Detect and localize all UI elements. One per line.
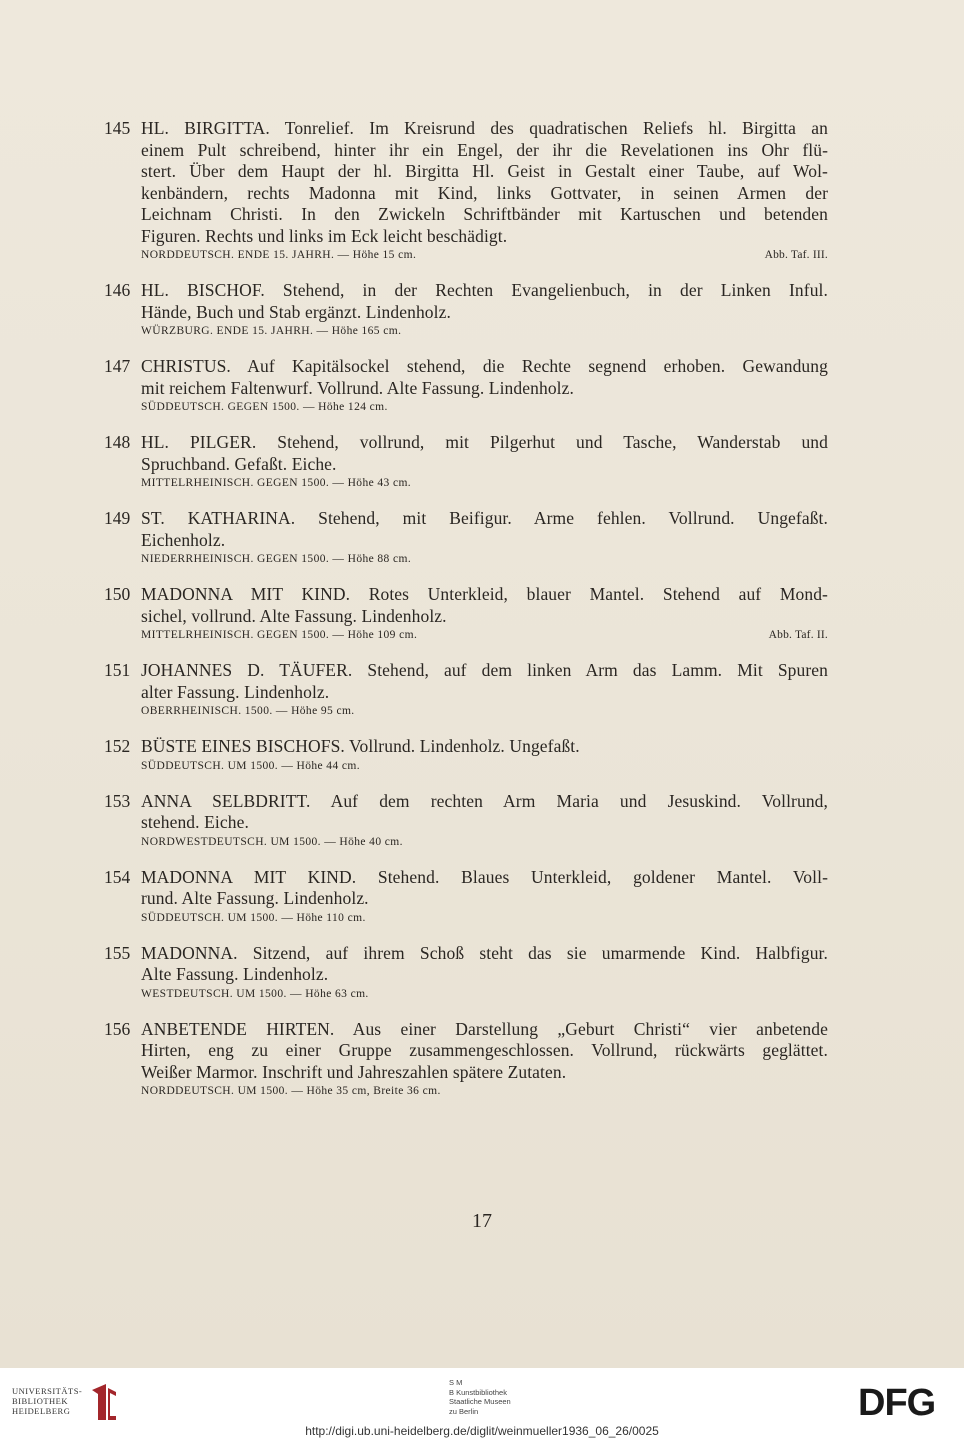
provenance-text: SÜDDEUTSCH. GEGEN 1500. — Höhe 124 cm.	[141, 401, 388, 413]
entry-number: 149	[104, 508, 131, 528]
provenance-text: NIEDERRHEINISCH. GEGEN 1500. — Höhe 88 cm.	[141, 553, 412, 565]
provenance-text: OBERRHEINISCH. 1500. — Höhe 95 cm.	[141, 705, 355, 717]
description-line: HL. PILGER. Stehend, vollrund, mit Pilgerhut und Tasche, Wanderstab und	[141, 432, 828, 452]
smb-label-line: S M	[449, 1378, 463, 1387]
entry-number: 152	[104, 736, 131, 756]
entry-provenance	[141, 627, 828, 644]
provenance-text: MITTELRHEINISCH. GEGEN 1500. — Höhe 109 cm.	[141, 629, 418, 641]
description-line: HL. BISCHOF. Stehend, in der Rechten Evangelienbuch, in der Linken Inful.	[141, 280, 828, 300]
description-line: MADONNA MIT KIND. Rotes Unterkleid, blauer Mantel. Stehend auf Mond-	[141, 584, 828, 604]
entry-provenance	[141, 247, 828, 264]
description-line: rund. Alte Fassung. Lindenholz.	[141, 888, 369, 908]
entry-description	[141, 584, 828, 627]
entry-provenance	[141, 1083, 828, 1100]
university-label-line: UNIVERSITÄTS-	[12, 1386, 83, 1396]
description-line: mit reichem Faltenwurf. Vollrund. Alte Fassung. Lindenholz.	[141, 377, 574, 398]
catalog-entry	[104, 584, 828, 644]
description-line: MADONNA MIT KIND. Stehend. Blaues Unterkleid, goldener Mantel. Voll-	[141, 866, 828, 887]
entry-provenance	[141, 834, 828, 851]
catalog-entry	[104, 1019, 828, 1101]
catalog-entry	[104, 508, 828, 568]
entry-number: 156	[104, 1018, 131, 1039]
viewer-footer	[0, 1368, 964, 1441]
entry-provenance	[141, 475, 828, 492]
catalog-entry	[104, 867, 828, 927]
entry-provenance	[141, 986, 828, 1003]
permalink-url[interactable]: http://digi.ub.uni-heidelberg.de/diglit/weinmueller1936_06_26/0025	[305, 1424, 659, 1438]
description-line: MADONNA. Sitzend, auf ihrem Schoß steht das sie umarmende Kind. Halbfigur.	[141, 942, 828, 963]
provenance-text: MITTELRHEINISCH. GEGEN 1500. — Höhe 43 cm.	[141, 477, 412, 489]
description-line: Alte Fassung. Lindenholz.	[141, 964, 329, 984]
entry-description	[141, 280, 828, 323]
description-line: Spruchband. Gefaßt. Eiche.	[141, 453, 337, 474]
description-line: Leichnam Christi. In den Zwickeln Schriftbänder mit Kartuschen und betenden	[141, 204, 828, 224]
provenance-text: NORDDEUTSCH. ENDE 15. JAHRH. — Höhe 15 cm.	[141, 249, 417, 261]
provenance-text: WÜRZBURG. ENDE 15. JAHRH. — Höhe 165 cm.	[141, 325, 402, 337]
description-line: ANNA SELBDRITT. Auf dem rechten Arm Maria und Jesuskind. Vollrund,	[141, 790, 828, 811]
catalog-entry	[104, 432, 828, 492]
description-line: Weißer Marmor. Inschrift und Jahreszahlen spätere Zutaten.	[141, 1061, 567, 1082]
catalog-entry	[104, 943, 828, 1003]
description-line: Eichenholz.	[141, 529, 226, 550]
description-line: ST. KATHARINA. Stehend, mit Beifigur. Arme fehlen. Vollrund. Ungefaßt.	[141, 508, 828, 528]
description-line: BÜSTE EINES BISCHOFS. Vollrund. Lindenholz. Ungefaßt.	[141, 736, 580, 756]
entry-number: 151	[104, 660, 131, 680]
entry-provenance	[141, 910, 828, 927]
entry-description	[141, 508, 828, 551]
entry-provenance	[141, 703, 828, 720]
university-label-line: BIBLIOTHEK	[12, 1396, 68, 1406]
description-line: kenbändern, rechts Madonna mit Kind, links Gottvater, in seinen Armen der	[141, 182, 828, 203]
entry-provenance	[141, 551, 828, 568]
provenance-text: NORDDEUTSCH. UM 1500. — Höhe 35 cm, Breite 36 cm.	[141, 1085, 441, 1097]
page-number: 17	[472, 1210, 492, 1232]
plate-reference: Abb. Taf. III.	[764, 249, 828, 261]
provenance-text: SÜDDEUTSCH. UM 1500. — Höhe 44 cm.	[141, 759, 360, 772]
entry-number: 154	[104, 866, 131, 887]
entry-description	[141, 118, 828, 247]
entry-description	[141, 867, 828, 910]
description-line: stehend. Eiche.	[141, 812, 249, 832]
description-line: stert. Über dem Haupt der hl. Birgitta Hl. Geist in Gestalt einer Taube, auf Wol-	[141, 161, 828, 181]
entry-number: 153	[104, 790, 131, 811]
catalog-entry	[104, 736, 828, 775]
entry-number: 147	[104, 356, 131, 376]
university-library-logo-icon	[88, 1382, 118, 1422]
entry-number: 146	[104, 280, 131, 300]
university-library-label	[12, 1386, 82, 1416]
description-line: CHRISTUS. Auf Kapitälsockel stehend, die Rechte segnend erhoben. Gewandung	[141, 356, 828, 376]
entry-number: 148	[104, 432, 131, 452]
provenance-text: WESTDEUTSCH. UM 1500. — Höhe 63 cm.	[141, 987, 369, 1000]
catalog-entry	[104, 791, 828, 851]
entry-provenance	[141, 323, 828, 340]
description-line: Figuren. Rechts und links im Eck leicht beschädigt.	[141, 225, 508, 246]
description-line: Hände, Buch und Stab ergänzt. Lindenholz.	[141, 301, 451, 322]
catalog-entry	[104, 118, 828, 264]
description-line: JOHANNES D. TÄUFER. Stehend, auf dem linken Arm das Lamm. Mit Spuren	[141, 660, 828, 680]
plate-reference: Abb. Taf. II.	[768, 629, 828, 641]
entry-description	[141, 660, 828, 703]
catalog-entries	[104, 118, 828, 1116]
entry-description	[141, 736, 828, 758]
dfg-logo: DFG	[858, 1382, 936, 1424]
description-line: alter Fassung. Lindenholz.	[141, 681, 330, 702]
smb-label-line: B Kunstbibliothek	[449, 1387, 507, 1397]
description-line: Hirten, eng zu einer Gruppe zusammengeschlossen. Vollrund, rückwärts geglättet.	[141, 1040, 828, 1060]
entry-description	[141, 356, 828, 399]
entry-description	[141, 943, 828, 986]
description-line: HL. BIRGITTA. Tonrelief. Im Kreisrund des quadratischen Reliefs hl. Birgitta an	[141, 118, 828, 138]
provenance-text: NORDWESTDEUTSCH. UM 1500. — Höhe 40 cm.	[141, 835, 403, 848]
entry-description	[141, 1019, 828, 1084]
provenance-text: SÜDDEUTSCH. UM 1500. — Höhe 110 cm.	[141, 911, 366, 924]
university-label-line: HEIDELBERG	[12, 1406, 71, 1416]
description-line: ANBETENDE HIRTEN. Aus einer Darstellung „Geburt Christi“ vier anbetende	[141, 1018, 828, 1039]
description-line: einem Pult schreibend, hinter ihr ein Engel, der ihr die Revelationen ins Ohr flü-	[141, 139, 828, 160]
description-line: sichel, vollrund. Alte Fassung. Lindenholz.	[141, 605, 447, 626]
entry-number: 155	[104, 942, 131, 963]
smb-kunstbibliothek-label	[449, 1378, 511, 1416]
smb-label-line: Staatliche Museen	[449, 1397, 511, 1406]
smb-label-line: zu Berlin	[449, 1406, 479, 1416]
catalog-entry	[104, 280, 828, 340]
catalog-entry	[104, 660, 828, 720]
catalog-entry	[104, 356, 828, 416]
entry-number: 150	[104, 584, 131, 604]
entry-description	[141, 791, 828, 834]
entry-provenance	[141, 758, 828, 775]
entry-description	[141, 432, 828, 475]
entry-number: 145	[104, 118, 131, 138]
entry-provenance	[141, 399, 828, 416]
